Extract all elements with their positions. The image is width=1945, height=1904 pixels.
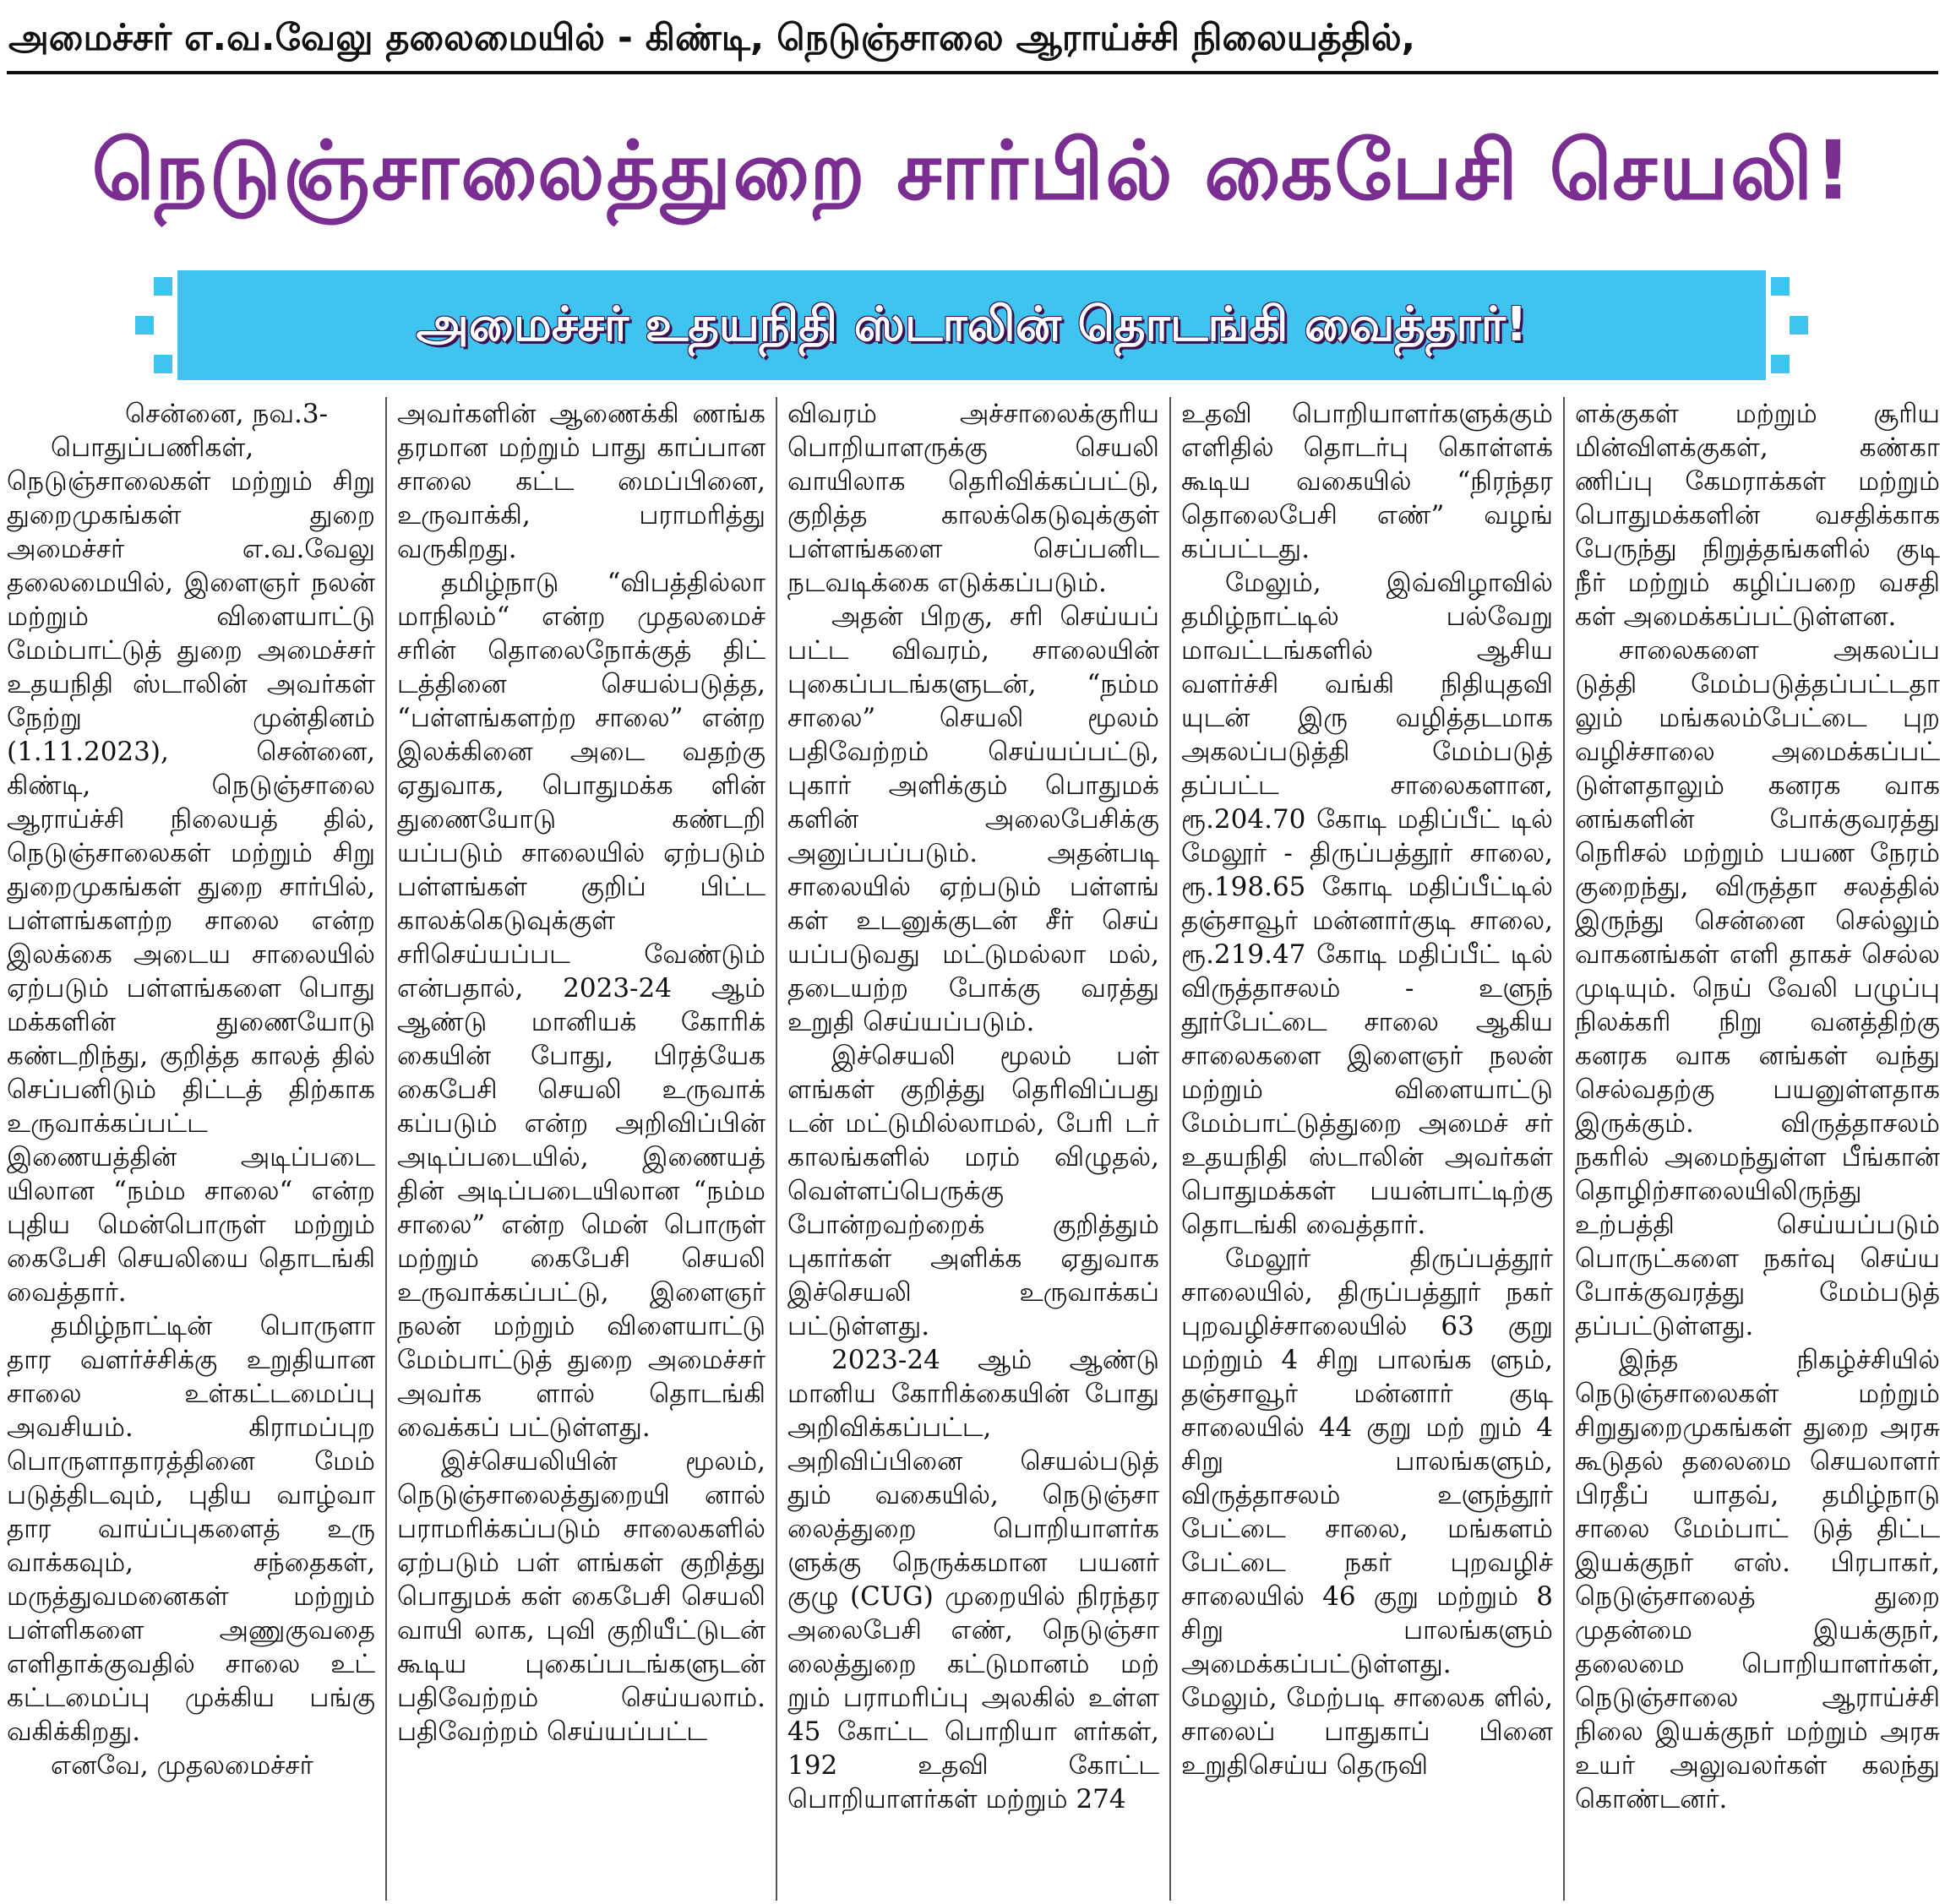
article-column-4: [1181, 397, 1553, 1901]
paragraph: எனவே, முதலமைச்சர்: [51, 1750, 313, 1781]
paragraph: இச்செயலி மூலம் பள் ளங்கள் குறித்து தெரிவிப்பது டன் மட்டுமில்லாமல், பேரி டர் காலங்களில் மரம் விழுதல், வெள்ளப்பெருக்கு போன்றவற்றைக் குறித்தும் புகார்கள் அளிக்க ஏதுவாக இச்செயலி உருவாக்கப் பட்டுள்ளது.: [787, 1041, 1159, 1341]
column-divider: [1563, 397, 1565, 1901]
kicker-underline: [7, 71, 1938, 74]
paragraph: மேலும், இவ்விழாவில் தமிழ்நாட்டில் பல்வேறு மாவட்டங்களில் ஆசிய வளர்ச்சி வங்கி நிதியுதவி யுடன் இரு வழித்தடமாக அகலப்படுத்தி மேம்படுத் தப்பட்ட சாலைகளான, ரூ.204.70 கோடி மதிப்பீட் டில் மேலூர் - திருப்பத்தூர் சாலை, ரூ.198.65 கோடி மதிப்பீட்டில் தஞ்சாவூர் மன்னார்குடி சாலை, ரூ.219.47 கோடி மதிப்பீட் டில் விருத்தாசலம் - உளுந் தூர்பேட்டை சாலை ஆகிய சாலைகளை இளைஞர் நலன் மற்றும் விளையாட்டு மேம்பாட்டுத்துறை அமைச் சர் உதயநிதி ஸ்டாலின் அவர்கள் பொதுமக்கள் பயன்பாட்டிற்கு தொடங்கி வைத்தார்.: [1181, 568, 1553, 1240]
subheadline-banner: [135, 270, 1808, 380]
column-divider: [776, 397, 777, 1901]
article-column-3: [787, 397, 1159, 1901]
banner-ornament: [1771, 355, 1790, 373]
paragraph: தமிழ்நாடு “விபத்தில்லா மாநிலம்“ என்ற முதலமைச் சரின் தொலைநோக்குத் திட் டத்தினை செயல்படுத்த, “பள்ளங்களற்ற சாலை” என்ற இலக்கினை அடை வதற்கு ஏதுவாக, பொதுமக்க ளின் துணையோடு கண்டறி யப்படும் சாலையில் ஏற்படும் பள்ளங்கள் குறிப் பிட்ட காலக்கெடுவுக்குள் சரிசெய்யப்பட வேண்டும் என்பதால், 2023-24 ஆம் ஆண்டு மானியக் கோரிக் கையின் போது, பிரத்யேக கைபேசி செயலி உருவாக் கப்படும் என்ற அறிவிப்பின் அடிப்படையில், இணையத் தின் அடிப்படையிலான “நம்ம சாலை” என்ற மென் பொருள் மற்றும் கைபேசி செயலி உருவாக்கப்பட்டு, இளைஞர் நலன் மற்றும் விளையாட்டு மேம்பாட்டுத் துறை அமைச்சர் அவர்க ளால் தொடங்கி வைக்கப் பட்டுள்ளது.: [397, 568, 765, 1443]
paragraph: இந்த நிகழ்ச்சியில் நெடுஞ்சாலைகள் மற்றும் சிறுதுறைமுகங்கள் துறை அரசு கூடுதல் தலைமை செயலாளர் பிரதீப் யாதவ், தமிழ்நாடு சாலை மேம்பாட் டுத் திட்ட இயக்குநர் எஸ். பிரபாகர், நெடுஞ்சாலைத் துறை முதன்மை இயக்குநர், தலைமை பொறியாளர்கள், நெடுஞ்சாலை ஆராய்ச்சி நிலை இயக்குநர் மற்றும் அரசு உயர் அலுவலர்கள் கலந்து கொண்டனர்.: [1575, 1345, 1940, 1814]
subheadline: அமைச்சர் உதயநிதி ஸ்டாலின் தொடங்கி வைத்தார்!: [416, 297, 1528, 352]
headline: நெடுஞ்சாலைத்துறை சார்பில் கைபேசி செயலி!: [91, 123, 1854, 218]
banner-ornament: [1790, 316, 1808, 335]
article-body: [7, 397, 1942, 1901]
article-column-5: [1575, 397, 1940, 1901]
paragraph: 2023-24 ஆம் ஆண்டு மானிய கோரிக்கையின் போது அறிவிக்கப்பட்ட, அறிவிப்பினை செயல்படுத் தும் வகையில், நெடுஞ்சா லைத்துறை பொறியாளர்க ளுக்கு நெருக்கமான பயனர் குழு (CUG) முறையில் நிரந்தர அலைபேசி எண், நெடுஞ்சா லைத்துறை கட்டுமானம் மற் றும் பராமரிப்பு அலகில் உள்ள 45 கோட்ட பொறியா ளர்கள், 192 உதவி கோட்ட பொறியாளர்கள் மற்றும் 274: [787, 1345, 1159, 1814]
paragraph: மேலூர் திருப்பத்தூர் சாலையில், திருப்பத்தூர் நகர் புறவழிச்சாலையில் 63 குறு மற்றும் 4 சிறு பாலங்க ளும், தஞ்சாவூர் மன்னார் குடி சாலையில் 44 குறு மற் றும் 4 சிறு பாலங்களும், விருத்தாசலம் உளுந்தூர் பேட்டை சாலை, மங்களம் பேட்டை நகர் புறவழிச் சாலையில் 46 குறு மற்றும் 8 சிறு பாலங்களும் அமைக்கப்பட்டுள்ளது. மேலும், மேற்படி சாலைக ளில், சாலைப் பாதுகாப் பினை உறுதிசெய்ய தெருவி: [1181, 1243, 1553, 1781]
column-divider: [385, 397, 387, 1901]
kicker-line: அமைச்சர் எ.வ.வேலு தலைமையில் - கிண்டி, நெடுஞ்சாலை ஆராய்ச்சி நிலையத்தில்,: [8, 17, 1416, 59]
banner-ornament: [154, 355, 172, 373]
banner-ornament: [135, 316, 154, 335]
paragraph: அவர்களின் ஆணைக்கி ணங்க தரமான மற்றும் பாது காப்பான சாலை கட்ட மைப்பினை, உருவாக்கி, பராமரித்து வருகிறது.: [397, 399, 765, 564]
article-column-2: [397, 397, 765, 1901]
dateline: சென்னை, நவ.3-: [125, 399, 329, 429]
paragraph: சாலைகளை அகலப்ப டுத்தி மேம்படுத்தப்பட்டதா லும் மங்கலம்பேட்டை புற வழிச்சாலை அமைக்கப்பட் டுள்ளதாலும் கனரக வாக னங்களின் போக்குவரத்து நெரிசல் மற்றும் பயண நேரம் குறைந்து, விருத்தா சலத்தில் இருந்து சென்னை செல்லும் வாகனங்கள் எளி தாகச் செல்ல முடியும். நெய் வேலி பழுப்பு நிலக்கரி நிறு வனத்திற்கு கனரக வாக னங்கள் வந்து செல்வதற்கு பயனுள்ளதாக இருக்கும். விருத்தாசலம் நகரில் அமைந்துள்ள பீங்கான் தொழிற்சாலையிலிருந்து உற்பத்தி செய்யப்படும் பொருட்களை நகர்வு செய்ய போக்குவரத்து மேம்படுத் தப்பட்டுள்ளது.: [1575, 635, 1940, 1341]
paragraph: உதவி பொறியாளர்களுக்கும் எளிதில் தொடர்பு கொள்ளக் கூடிய வகையில் “நிரந்தர தொலைபேசி எண்” வழங் கப்பட்டது.: [1181, 399, 1553, 564]
paragraph: ளக்குகள் மற்றும் சூரிய மின்விளக்குகள், கண்கா ணிப்பு கேமராக்கள் மற்றும் பொதுமக்களின் வசதிக்காக பேருந்து நிறுத்தங்களில் குடி நீர் மற்றும் கழிப்பறை வசதி கள் அமைக்கப்பட்டுள்ளன.: [1575, 399, 1940, 632]
banner-ornament: [1771, 277, 1790, 296]
paragraph: இச்செயலியின் மூலம், நெடுஞ்சாலைத்துறையி னால் பராமரிக்கப்படும் சாலைகளில் ஏற்படும் பள் ளங்கள் குறித்து பொதுமக் கள் கைபேசி செயலி வாயி லாக, புவி குறியீட்டுடன் கூடிய புகைப்படங்களுடன் பதிவேற்றம் செய்யலாம். பதிவேற்றம் செய்யப்பட்ட: [397, 1446, 765, 1747]
paragraph: பொதுப்பணிகள், நெடுஞ்சாலைகள் மற்றும் சிறு துறைமுகங்கள் துறை அமைச்சர் எ.வ.வேலு தலைமையில், இளைஞர் நலன் மற்றும் விளையாட்டு மேம்பாட்டுத் துறை அமைச்சர் உதயநிதி ஸ்டாலின் அவர்கள் நேற்று முன்தினம் (1.11.2023), சென்னை, கிண்டி, நெடுஞ்சாலை ஆராய்ச்சி நிலையத் தில், நெடுஞ்சாலைகள் மற்றும் சிறு துறைமுகங்கள் துறை சார்பில், பள்ளங்களற்ற சாலை என்ற இலக்கை அடைய சாலையில் ஏற்படும் பள்ளங்களை பொது மக்களின் துணையோடு கண்டறிந்து, குறித்த காலத் தில் செப்பனிடும் திட்டத் திற்காக உருவாக்கப்பட்ட இணையத்தின் அடிப்படை யிலான “நம்ம சாலை“ என்ற புதிய மென்பொருள் மற்றும் கைபேசி செயலியை தொடங்கி வைத்தார்.: [7, 432, 375, 1308]
paragraph: அதன் பிறகு, சரி செய்யப் பட்ட விவரம், சாலையின் புகைப்படங்களுடன், “நம்ம சாலை” செயலி மூலம் பதிவேற்றம் செய்யப்பட்டு, புகார் அளிக்கும் பொதுமக் களின் அலைபேசிக்கு அனுப்பப்படும். அதன்படி சாலையில் ஏற்படும் பள்ளங் கள் உடனுக்குடன் சீர் செய் யப்படுவது மட்டுமல்லா மல், தடையற்ற போக்கு வரத்து உறுதி செய்யப்படும்.: [787, 601, 1159, 1037]
paragraph: விவரம் அச்சாலைக்குரிய பொறியாளருக்கு செயலி வாயிலாக தெரிவிக்கப்பட்டு, குறித்த காலக்கெடுவுக்குள் பள்ளங்களை செப்பனிட நடவடிக்கை எடுக்கப்படும்.: [787, 399, 1159, 598]
paragraph: தமிழ்நாட்டின் பொருளா தார வளர்ச்சிக்கு உறுதியான சாலை உள்கட்டமைப்பு அவசியம். கிராமப்புற பொருளாதாரத்தினை மேம் படுத்திடவும், புதிய வாழ்வா தார வாய்ப்புகளைத் உரு வாக்கவும், சந்தைகள், மருத்துவமனைகள் மற்றும் பள்ளிகளை அணுகுவதை எளிதாக்குவதில் சாலை உட் கட்டமைப்பு முக்கிய பங்கு வகிக்கிறது.: [7, 1311, 375, 1747]
column-divider: [1169, 397, 1171, 1901]
article-column-1: [7, 397, 375, 1901]
banner-ornament: [154, 277, 172, 296]
